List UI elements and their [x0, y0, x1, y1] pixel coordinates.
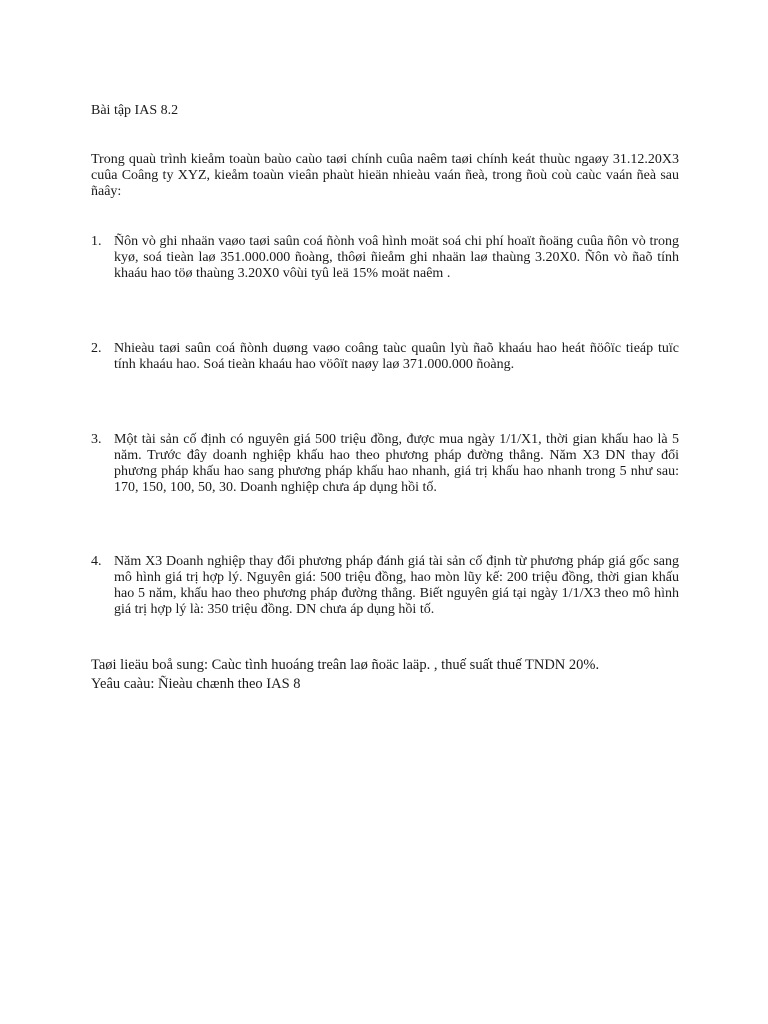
list-item-text: Năm X3 Doanh nghiệp thay đổi phương pháp đánh giá tài sản cố định từ phương pháp giá gốc sang mô hình giá trị hợp lý. Nguyên giá: 500 triệu đồng, hao mòn lũy kế: 200 triệu đồng, thời gian khấu hao 5 năm, khấu hao theo phương pháp đường thẳng. Biết nguyên giá tại ngày 1/1/X3 theo mô hình giá trị hợp lý là: 350 triệu đồng. DN chưa áp dụng hồi tố.: [114, 554, 679, 617]
document-title: Bài tập IAS 8.2: [91, 103, 179, 118]
footer-notes: [91, 656, 691, 694]
list-item-number: 2.: [91, 341, 102, 356]
list-item: [91, 234, 679, 282]
list-item-number: 3.: [91, 432, 102, 447]
list-item-text: Một tài sản cố định có nguyên giá 500 triệu đồng, được mua ngày 1/1/X1, thời gian khấu hao là 5 năm. Trước đây doanh nghiệp khấu hao theo phương pháp đường thẳng. Năm X3 DN thay đổi phương pháp khấu hao sang phương pháp khấu hao nhanh, giá trị khấu hao nhanh trong 5 như sau: 170, 150, 100, 50, 30. Doanh nghiệp chưa áp dụng hồi tố.: [114, 432, 679, 495]
supplement-line: Taøi lieäu boå sung: Caùc tình huoáng treân laø ñoäc laäp. , thuế suất thuế TNDN 20%.: [91, 657, 600, 673]
requirement-line: Yeâu caàu: Ñieàu chænh theo IAS 8: [91, 676, 301, 692]
list-item: [91, 341, 679, 373]
list-item: [91, 432, 679, 496]
list-item-number: 1.: [91, 234, 102, 249]
intro-paragraph: Trong quaù trình kieåm toaùn baùo caùo taøi chính cuûa naêm taøi chính keát thuùc ngaøy 31.12.20X3 cuûa Coâng ty XYZ, kieåm toaùn vieân phaùt hieän nhieàu vaán ñeà, trong ñoù coù caùc vaán ñeà sau ñaây:: [91, 152, 679, 199]
list-item-text: Nhieàu taøi saûn coá ñònh duøng vaøo coâng taùc quaûn lyù ñaõ khaáu hao heát ñöôïc tieáp tuïc tính khaáu hao. Soá tieàn khaáu hao vöôït naøy laø 371.000.000 ñoàng.: [114, 341, 679, 372]
list-item-text: Ñôn vò ghi nhaän vaøo taøi saûn coá ñònh voâ hình moät soá chi phí hoaït ñoäng cuûa ñôn vò trong kyø, soá tieàn laø 351.000.000 ñoàng, thôøi ñieåm ghi nhaän laø thaùng 3.20X0. Ñôn vò ñaõ tính khaáu hao töø thaùng 3.20X0 vôùi tyû leä 15% moät naêm .: [114, 234, 679, 281]
list-item: [91, 554, 679, 618]
list-item-number: 4.: [91, 554, 102, 569]
